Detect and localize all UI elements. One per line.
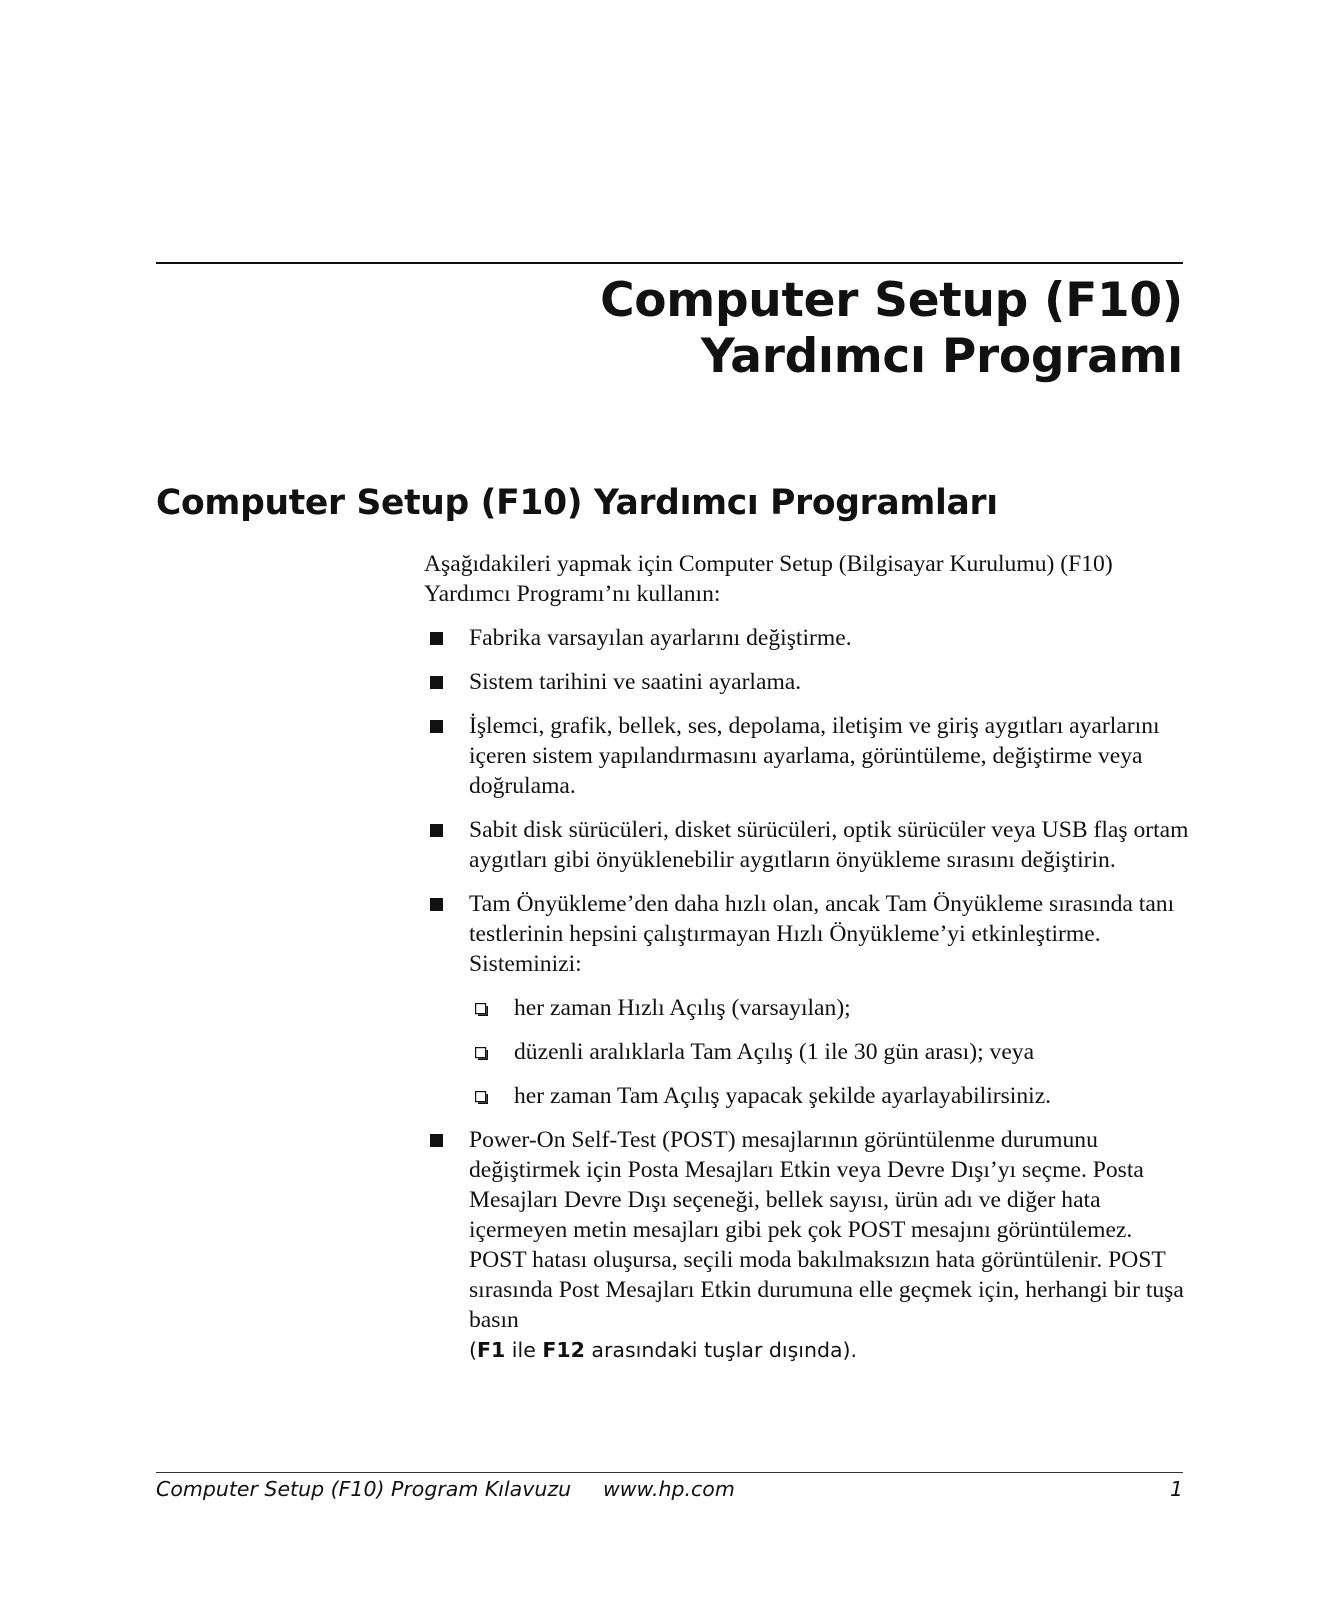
sub-list <box>469 993 1189 1111</box>
key-note-open: ( <box>469 1338 477 1362</box>
square-bullet-icon <box>430 632 443 645</box>
sub-list-item-text: her zaman Hızlı Açılış (varsayılan); <box>514 995 851 1021</box>
sub-list-item <box>469 993 1189 1023</box>
footer-rule <box>156 1472 1183 1473</box>
feature-list <box>424 623 1189 1365</box>
list-item-text: Sabit disk sürücüleri, disket sürücüleri, optik sürücüler veya USB flaş ortam aygıtları gibi önyüklenebilir aygıtların önyükleme sırasını değiştirin. <box>469 817 1189 873</box>
chapter-top-rule <box>156 262 1183 264</box>
body-text <box>424 549 1189 1379</box>
list-item-text: Power-On Self-Test (POST) mesajlarının görüntülenme durumunu değiştirmek için Posta Mesajları Etkin veya Devre Dışı’yı seçme. Posta Mesajları Devre Dışı seçeneği, bellek sayısı, ürün adı ve diğer hata içermeyen metin mesajları gibi pek çok POST mesajını görüntülemez. POST hatası oluşursa, seçili moda bakılmaksızın hata görüntülenir. POST sırasında Post Mesajları Etkin durumuna elle geçmek için, herhangi bir tuşa basın <box>469 1127 1184 1333</box>
key-note-close: arasındaki tuşlar dışında). <box>584 1338 858 1362</box>
checkbox-bullet-icon <box>475 1003 488 1016</box>
footer-page-number: 1 <box>1169 1477 1183 1501</box>
square-bullet-icon <box>430 824 443 837</box>
chapter-title <box>283 273 1183 385</box>
list-item <box>424 623 1189 653</box>
checkbox-bullet-icon <box>475 1047 488 1060</box>
list-item-text: İşlemci, grafik, bellek, ses, depolama, iletişim ve giriş aygıtları ayarlarını içeren sistem yapılandırmasını ayarlama, görüntüleme, değiştirme veya doğrulama. <box>469 713 1160 799</box>
square-bullet-icon <box>430 1134 443 1147</box>
chapter-title-line-2: Yardımcı Programı <box>700 329 1183 384</box>
intro-paragraph: Aşağıdakileri yapmak için Computer Setup (Bilgisayar Kurulumu) (F10) Yardımcı Programı’nı kullanın: <box>424 551 1113 607</box>
chapter-title-line-1: Computer Setup (F10) <box>600 273 1183 328</box>
square-bullet-icon <box>430 676 443 689</box>
section-title: Computer Setup (F10) Yardımcı Programları <box>156 483 998 523</box>
footer-guide-title: Computer Setup (F10) Program Kılavuzu <box>156 1477 572 1501</box>
footer-website: www.hp.com <box>603 1477 735 1501</box>
list-item <box>424 667 1189 697</box>
sub-list-item-text: düzenli aralıklarla Tam Açılış (1 ile 30 gün arası); veya <box>514 1039 1035 1065</box>
sub-list-item <box>469 1081 1189 1111</box>
list-item-text: Tam Önyükleme’den daha hızlı olan, ancak Tam Önyükleme sırasında tanı testlerinin hepsini çalıştırmayan Hızlı Önyükleme’yi etkinleştirme. Sisteminizi: <box>469 891 1175 977</box>
key-f1: F1 <box>477 1338 506 1362</box>
list-item <box>424 711 1189 801</box>
list-item <box>424 889 1189 1111</box>
list-item-text: Fabrika varsayılan ayarlarını değiştirme. <box>469 625 852 651</box>
key-range-note <box>469 1338 857 1362</box>
list-item-text: Sistem tarihini ve saatini ayarlama. <box>469 669 802 695</box>
square-bullet-icon <box>430 720 443 733</box>
square-bullet-icon <box>430 898 443 911</box>
key-f12: F12 <box>542 1338 585 1362</box>
sub-list-item <box>469 1037 1189 1067</box>
list-item <box>424 1125 1189 1365</box>
key-note-between: ile <box>505 1338 543 1362</box>
sub-list-item-text: her zaman Tam Açılış yapacak şekilde ayarlayabilirsiniz. <box>514 1083 1052 1109</box>
checkbox-bullet-icon <box>475 1091 488 1104</box>
list-item <box>424 815 1189 875</box>
